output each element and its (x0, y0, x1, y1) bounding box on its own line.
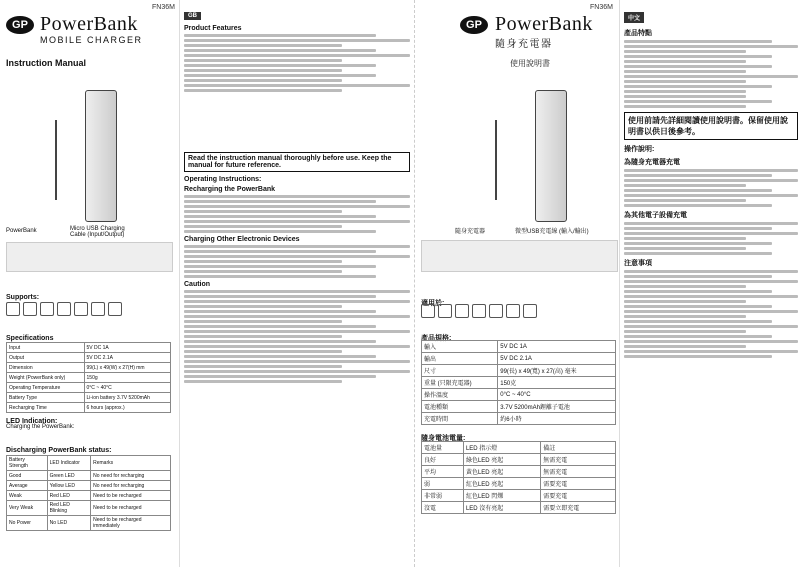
text-line-placeholder (624, 315, 746, 318)
charging-other-title: Charging Other Electronic Devices (184, 236, 300, 243)
text-line-placeholder (184, 270, 342, 273)
charge-other-title-zh: 為其他電子設備充電 (624, 212, 687, 219)
text-line-placeholder (624, 222, 798, 225)
spec-key: Weight (PowerBank only) (7, 373, 85, 383)
spec-value: 150g (84, 373, 170, 383)
op-title-zh: 操作說明: (624, 146, 655, 153)
camera-icon (489, 304, 503, 318)
cell: LED 沒有亮起 (463, 502, 540, 514)
text-line-placeholder (184, 305, 342, 308)
text-line-placeholder (624, 290, 772, 293)
tablet-icon (438, 304, 452, 318)
cell: 平均 (422, 466, 464, 478)
specs-table-zh (421, 340, 616, 425)
subtitle-zh: 隨身充電器 (495, 39, 553, 50)
text-line-placeholder (184, 79, 342, 82)
text-line-placeholder (184, 59, 342, 62)
caution-title: Caution (184, 281, 211, 288)
text-line-placeholder (184, 245, 410, 248)
table-row (7, 343, 171, 353)
cell: Remarks (91, 456, 171, 471)
text-line-placeholder (624, 310, 798, 313)
phone-icon (421, 304, 435, 318)
text-line-placeholder (184, 230, 376, 233)
cell: 無需充電 (541, 466, 616, 478)
specs-table (6, 342, 171, 413)
recharging-title: Recharging the PowerBank (184, 186, 276, 193)
cell: Need to be recharged (91, 501, 171, 516)
table-row (422, 401, 616, 413)
text-line-placeholder (184, 49, 376, 52)
text-line-placeholder (184, 255, 410, 258)
gps-icon (472, 304, 486, 318)
brand-name-zh: PowerBank (495, 13, 593, 35)
cell: 非常弱 (422, 490, 464, 502)
text-line-placeholder (624, 100, 772, 103)
figure-panel-zh (421, 240, 618, 272)
text-line-placeholder (624, 227, 772, 230)
gb-column (180, 0, 415, 567)
text-line-placeholder (184, 360, 410, 363)
text-line-placeholder (624, 275, 772, 278)
op-title: Operating Instructions: (184, 176, 262, 183)
text-line-placeholder (184, 195, 410, 198)
cell: No LED (47, 516, 91, 531)
text-line-placeholder (624, 105, 746, 108)
text-line-placeholder (184, 335, 342, 338)
cell: No need for recharging (91, 471, 171, 481)
console-icon (506, 304, 520, 318)
spec-key: Recharging Time (7, 403, 85, 413)
gps-icon (57, 302, 71, 316)
phone-icon (6, 302, 20, 316)
spec-value: 5V DC 1A (84, 343, 170, 353)
caption-powerbank-zh: 隨身充電器 (455, 229, 486, 235)
text-line-placeholder (624, 325, 798, 328)
model-number-zh: FN36M (590, 4, 613, 11)
text-line-placeholder (624, 184, 746, 187)
text-line-placeholder (624, 350, 798, 353)
table-row (7, 481, 171, 491)
text-line-placeholder (184, 210, 342, 213)
text-line-placeholder (184, 300, 410, 303)
spec-value: 0°C ~ 40°C (84, 383, 170, 393)
text-line-placeholder (624, 169, 798, 172)
text-line-placeholder (624, 340, 798, 343)
text-line-placeholder (184, 44, 342, 47)
table-row (7, 363, 171, 373)
table-row (422, 353, 616, 365)
camera-icon (74, 302, 88, 316)
discharge-table (6, 455, 171, 531)
cell: Very Weak (7, 501, 48, 516)
table-row (7, 393, 171, 403)
text-line-placeholder (184, 365, 342, 368)
text-line-placeholder (184, 310, 376, 313)
text-line-placeholder (184, 34, 376, 37)
text-line-placeholder (624, 65, 772, 68)
table-row (422, 490, 616, 502)
text-line-placeholder (184, 345, 410, 348)
text-line-placeholder (184, 260, 342, 263)
gp-logo: GP (6, 16, 34, 34)
cell: 綠色LED 亮起 (463, 454, 540, 466)
text-line-placeholder (184, 340, 376, 343)
english-column (0, 0, 180, 567)
text-line-placeholder (624, 189, 772, 192)
text-line-placeholder (624, 179, 798, 182)
spec-value: 5V DC 2.1A (498, 353, 616, 365)
text-line-placeholder (624, 247, 746, 250)
text-line-placeholder (624, 305, 772, 308)
led-sub: Charging the PowerBank: (6, 424, 75, 430)
table-row (7, 456, 171, 471)
recharge-title-zh: 為隨身充電器充電 (624, 159, 680, 166)
cell: Average (7, 481, 48, 491)
text-line-placeholder (624, 70, 746, 73)
table-row (7, 491, 171, 501)
brand-name: PowerBank (40, 13, 138, 35)
discharge-title-zh: 隨身電池電量: (421, 435, 466, 442)
spec-key: 重量 (只限充電器) (422, 377, 498, 389)
spec-value: Li-ion battery 3.7V 5200mAh (84, 393, 170, 403)
table-row (422, 389, 616, 401)
supports-label: Supports: (6, 294, 40, 301)
spec-key: Input (7, 343, 85, 353)
chinese-column (415, 0, 620, 567)
spec-value: 約6小時 (498, 413, 616, 425)
table-row (422, 442, 616, 454)
spec-value: 99(長) x 49(寬) x 27(高) 毫米 (498, 365, 616, 377)
text-line-placeholder (624, 270, 798, 273)
cell: LED Indicator (47, 456, 91, 471)
text-line-placeholder (184, 370, 410, 373)
text-line-placeholder (184, 225, 342, 228)
caption-cable-zh: 微型USB充電線 (輸入/輸出) (515, 229, 589, 235)
text-line-placeholder (624, 80, 746, 83)
gb-notice: Read the instruction manual thoroughly before use. Keep the manual for future reference. (184, 152, 410, 172)
text-line-placeholder (624, 174, 772, 177)
cell: No Power (7, 516, 48, 531)
table-row (422, 466, 616, 478)
spec-key: Dimension (7, 363, 85, 373)
table-row (7, 353, 171, 363)
text-line-placeholder (184, 54, 410, 57)
text-line-placeholder (184, 330, 410, 333)
text-line-placeholder (184, 325, 376, 328)
cell: 需要立即充電 (541, 502, 616, 514)
mp3-icon (455, 304, 469, 318)
table-row (7, 403, 171, 413)
spec-value: 6 hours (approx.) (84, 403, 170, 413)
spec-key: Output (7, 353, 85, 363)
figure-panel (6, 242, 173, 272)
text-line-placeholder (624, 75, 798, 78)
speaker-icon (523, 304, 537, 318)
text-line-placeholder (624, 237, 746, 240)
spec-key: 電池種類 (422, 401, 498, 413)
text-line-placeholder (184, 89, 342, 92)
spec-key: 輸入 (422, 341, 498, 353)
text-line-placeholder (624, 90, 746, 93)
gb-tag: GB (184, 12, 201, 20)
cell: Need to be recharged immediately (91, 516, 171, 531)
text-line-placeholder (624, 204, 772, 207)
cell: Red LED Blinking (47, 501, 91, 516)
text-line-placeholder (184, 320, 342, 323)
manual-title-zh: 使用說明書 (510, 59, 550, 68)
powerbank-image (85, 90, 117, 222)
table-row (7, 373, 171, 383)
device-icons-zh (421, 304, 540, 323)
cell: 良好 (422, 454, 464, 466)
spec-value: 150克 (498, 377, 616, 389)
text-line-placeholder (624, 320, 772, 323)
text-line-placeholder (184, 220, 410, 223)
spec-key: 操作溫度 (422, 389, 498, 401)
spec-value: 5V DC 1A (498, 341, 616, 353)
text-line-placeholder (624, 242, 772, 245)
text-line-placeholder (624, 45, 798, 48)
cell: Yellow LED (47, 481, 91, 491)
text-line-placeholder (624, 335, 772, 338)
table-row (422, 377, 616, 389)
table-row (422, 365, 616, 377)
text-line-placeholder (624, 280, 798, 283)
product-features-title: Product Features (184, 25, 242, 32)
cell: 紅色LED 亮起 (463, 478, 540, 490)
manual-title: Instruction Manual (6, 58, 87, 68)
table-row (422, 478, 616, 490)
caution-title-zh: 注意事項 (624, 260, 652, 267)
zh-tag: 中文 (624, 12, 644, 23)
led-title: LED Indication: (6, 418, 58, 425)
text-line-placeholder (184, 84, 410, 87)
spec-value: 3.7V 5200mAh鋰離子電池 (498, 401, 616, 413)
cell: 無需充電 (541, 454, 616, 466)
text-line-placeholder (184, 205, 410, 208)
table-row (422, 502, 616, 514)
text-line-placeholder (624, 60, 746, 63)
text-line-placeholder (624, 85, 772, 88)
caption-cable: Micro USB Charging Cable (Input/Output) (70, 226, 125, 238)
text-line-placeholder (624, 194, 798, 197)
spec-value: 0°C ~ 40°C (498, 389, 616, 401)
cable-image-zh (495, 120, 497, 200)
cell: Red LED (47, 491, 91, 501)
tablet-icon (23, 302, 37, 316)
spec-key: 尺寸 (422, 365, 498, 377)
spec-key: 輸出 (422, 353, 498, 365)
text-line-placeholder (184, 380, 342, 383)
text-line-placeholder (624, 40, 772, 43)
specs-title-zh: 產品規格: (421, 335, 452, 342)
zh-instructions-column (620, 0, 802, 567)
spec-key: 充電時間 (422, 413, 498, 425)
text-line-placeholder (624, 330, 746, 333)
spec-value: 99(L) x 49(W) x 27(H) mm (84, 363, 170, 373)
subtitle: MOBILE CHARGER (40, 35, 143, 45)
gp-logo-zh: GP (460, 16, 488, 34)
specs-title: Specifications (6, 335, 54, 342)
cell: 備註 (541, 442, 616, 454)
text-line-placeholder (624, 95, 746, 98)
text-line-placeholder (184, 275, 376, 278)
cell: 弱 (422, 478, 464, 490)
caption-powerbank: PowerBank (6, 228, 37, 234)
discharge-title: Discharging PowerBank status: (6, 447, 112, 454)
text-line-placeholder (184, 200, 376, 203)
supports-label-zh: 適用於: (421, 300, 445, 307)
text-line-placeholder (624, 355, 772, 358)
spec-key: Battery Type (7, 393, 85, 403)
cell: 紅色LED 閃爍 (463, 490, 540, 502)
table-row (7, 501, 171, 516)
table-row (422, 413, 616, 425)
text-line-placeholder (184, 295, 376, 298)
cell: Weak (7, 491, 48, 501)
text-line-placeholder (624, 55, 772, 58)
text-line-placeholder (184, 375, 376, 378)
cell: LED 指示燈 (463, 442, 540, 454)
console-icon (91, 302, 105, 316)
cell: 沒電 (422, 502, 464, 514)
cell: 需要充電 (541, 478, 616, 490)
features-title-zh: 產品特點 (624, 30, 652, 37)
table-row (422, 454, 616, 466)
discharge-table-zh (421, 441, 616, 514)
text-line-placeholder (624, 50, 746, 53)
text-line-placeholder (184, 64, 376, 67)
text-line-placeholder (184, 355, 376, 358)
model-number: FN36M (152, 4, 175, 11)
speaker-icon (108, 302, 122, 316)
table-row (422, 341, 616, 353)
text-line-placeholder (624, 300, 746, 303)
text-line-placeholder (184, 74, 376, 77)
cell: Need to be recharged (91, 491, 171, 501)
table-row (7, 516, 171, 531)
text-line-placeholder (184, 69, 342, 72)
text-line-placeholder (624, 295, 798, 298)
mp3-icon (40, 302, 54, 316)
text-line-placeholder (624, 252, 772, 255)
cell: No need for recharging (91, 481, 171, 491)
text-line-placeholder (624, 199, 746, 202)
text-line-placeholder (184, 215, 376, 218)
text-line-placeholder (184, 290, 410, 293)
text-line-placeholder (624, 345, 746, 348)
text-line-placeholder (184, 39, 410, 42)
text-line-placeholder (184, 265, 376, 268)
device-icons (6, 302, 125, 321)
cell: Battery Strength (7, 456, 48, 471)
text-line-placeholder (184, 315, 410, 318)
text-line-placeholder (624, 285, 746, 288)
cell: Good (7, 471, 48, 481)
cell: 電池量 (422, 442, 464, 454)
table-row (7, 471, 171, 481)
text-line-placeholder (624, 232, 798, 235)
table-row (7, 383, 171, 393)
cell: 需要充電 (541, 490, 616, 502)
cell: Green LED (47, 471, 91, 481)
powerbank-image-zh (535, 90, 567, 222)
spec-value: 5V DC 2.1A (84, 353, 170, 363)
text-line-placeholder (184, 350, 342, 353)
text-line-placeholder (184, 250, 376, 253)
zh-notice: 使用前請先詳細閱讀使用說明書。保留使用說明書以供日後參考。 (624, 112, 798, 140)
cable-image (55, 120, 57, 200)
spec-key: Operating Temperature (7, 383, 85, 393)
cell: 黃色LED 亮起 (463, 466, 540, 478)
